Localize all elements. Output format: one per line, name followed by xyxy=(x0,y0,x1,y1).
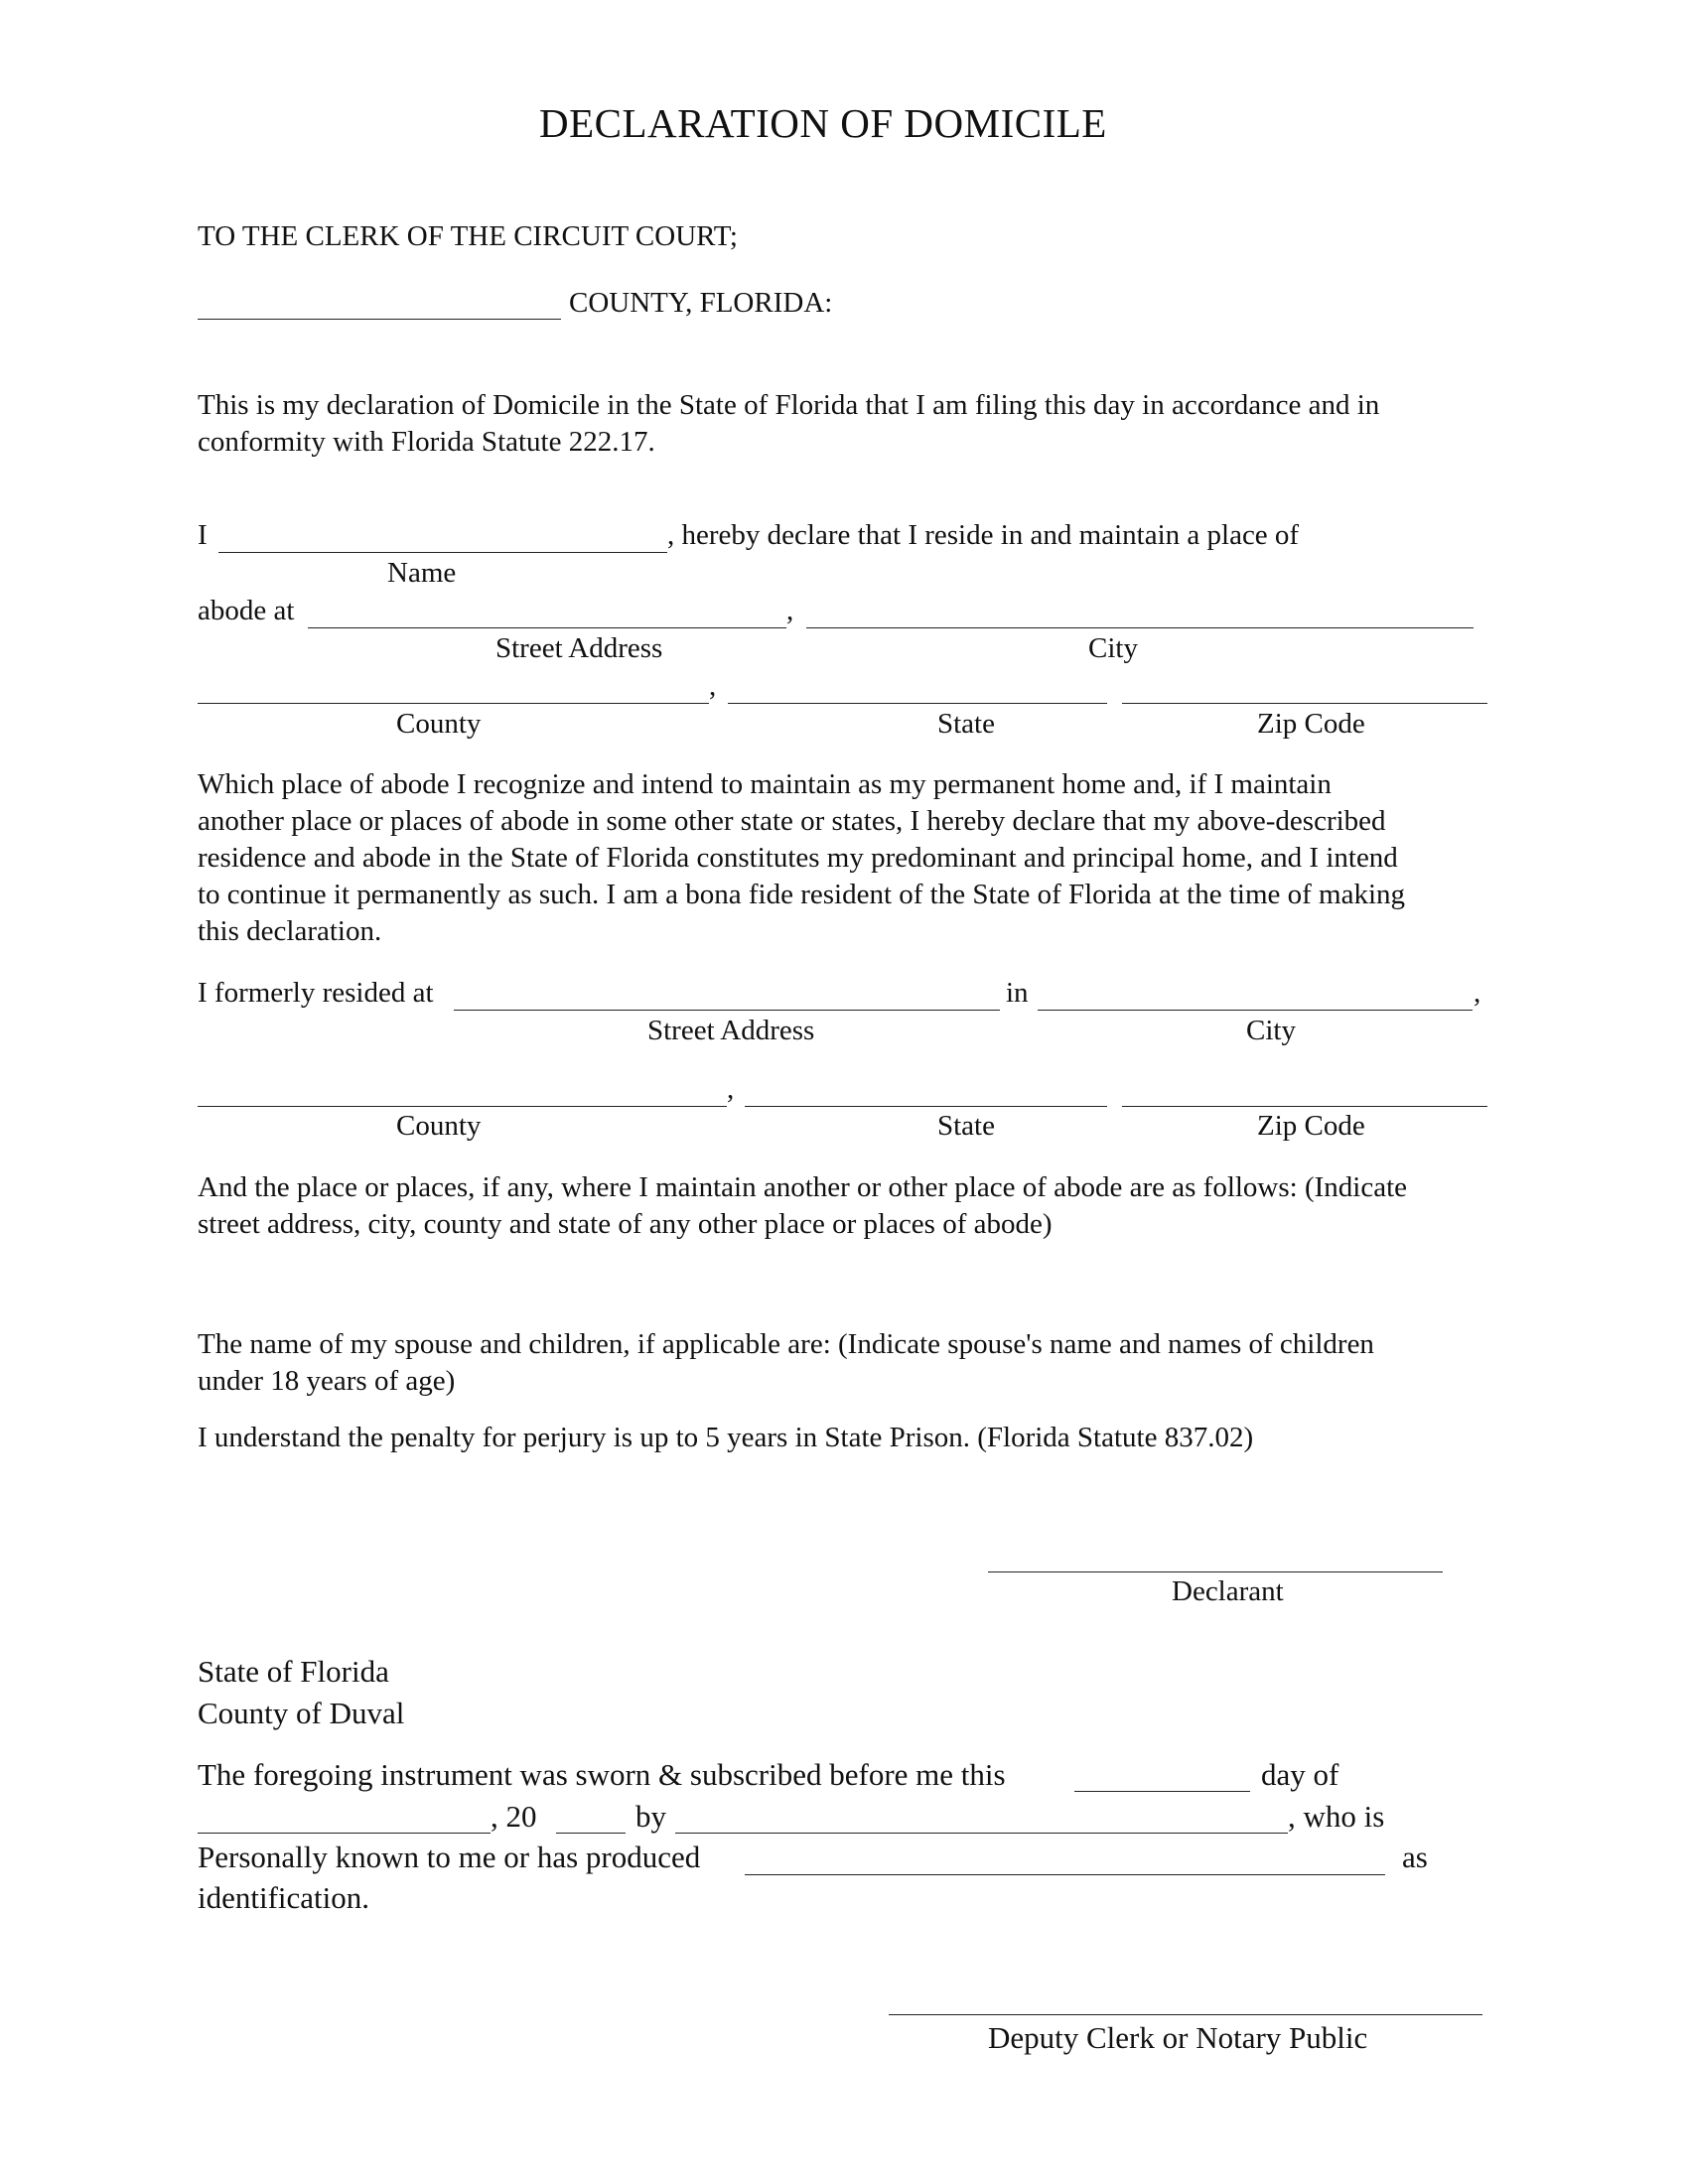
other-places-line: street address, city, county and state of any other place or places of abode) xyxy=(198,1208,1053,1240)
state-of-florida: State of Florida xyxy=(198,1654,389,1689)
comma: , xyxy=(727,1073,735,1105)
former-zip-code-label: Zip Code xyxy=(1257,1110,1365,1142)
county-blank-line[interactable] xyxy=(198,703,709,704)
month-blank-line[interactable] xyxy=(198,1833,491,1834)
notary-label: Deputy Clerk or Notary Public xyxy=(988,2020,1368,2055)
sworn-line1-a: The foregoing instrument was sworn & subscribed before me this xyxy=(198,1757,1006,1792)
identification-blank-line[interactable] xyxy=(745,1874,1385,1875)
page-title: DECLARATION OF DOMICILE xyxy=(539,100,1107,146)
spouse-line: under 18 years of age) xyxy=(198,1365,456,1397)
name-label: Name xyxy=(387,557,457,589)
former-county-label: County xyxy=(396,1110,482,1142)
zip-code-label: Zip Code xyxy=(1257,708,1365,740)
sworn-line3-a: Personally known to me or has produced xyxy=(198,1840,701,1874)
county-florida-heading: COUNTY, FLORIDA: xyxy=(569,287,833,319)
other-places-line: And the place or places, if any, where I maintain another or other place of abode are as follows: (Indicate xyxy=(198,1171,1408,1203)
former-prefix: I formerly resided at xyxy=(198,977,434,1009)
spouse-line: The name of my spouse and children, if applicable are: (Indicate spouse's name and names of children xyxy=(198,1328,1374,1360)
intro-line: This is my declaration of Domicile in the State of Florida that I am filing this day in accordance and in xyxy=(198,389,1380,421)
city-blank-line[interactable] xyxy=(806,627,1474,628)
by-name-blank-line[interactable] xyxy=(675,1833,1288,1834)
former-street-blank-line[interactable] xyxy=(454,1010,1000,1011)
year-blank-line[interactable] xyxy=(556,1833,626,1834)
former-street-label: Street Address xyxy=(647,1015,815,1046)
comma: , xyxy=(1474,977,1481,1009)
name-blank-line[interactable] xyxy=(218,552,667,553)
former-in: in xyxy=(1006,977,1029,1009)
perjury-statement: I understand the penalty for perjury is up to 5 years in State Prison. (Florida Statute 837.02) xyxy=(198,1422,1254,1453)
intro-paragraph xyxy=(198,387,1488,461)
sworn-line3-b: as xyxy=(1402,1840,1428,1874)
abode-prefix: abode at xyxy=(198,595,295,626)
sworn-line2-b: by xyxy=(635,1799,666,1834)
city-label: City xyxy=(1088,632,1138,664)
day-blank-line[interactable] xyxy=(1074,1791,1250,1792)
county-of-duval: County of Duval xyxy=(198,1696,405,1730)
recognize-line: this declaration. xyxy=(198,915,382,947)
recognize-line: to continue it permanently as such. I am a bona fide resident of the State of Florida at the time of making xyxy=(198,879,1406,910)
sworn-line2-a: , 20 xyxy=(491,1799,537,1834)
county-blank-line[interactable] xyxy=(198,319,561,320)
sworn-line1-b: day of xyxy=(1261,1757,1339,1792)
street-address-blank-line[interactable] xyxy=(308,627,786,628)
declarant-label: Declarant xyxy=(1172,1575,1284,1607)
declare-suffix: , hereby declare that I reside in and maintain a place of xyxy=(667,519,1300,551)
street-address-label: Street Address xyxy=(495,632,663,664)
former-zip-code-blank-line[interactable] xyxy=(1122,1106,1487,1107)
comma: , xyxy=(709,670,717,702)
spouse-paragraph xyxy=(198,1326,1488,1400)
sworn-line2-c: , who is xyxy=(1288,1799,1385,1834)
former-state-label: State xyxy=(937,1110,995,1142)
recognize-paragraph xyxy=(198,766,1488,950)
comma: , xyxy=(786,595,794,626)
declarant-signature-line[interactable] xyxy=(988,1571,1443,1572)
former-city-blank-line[interactable] xyxy=(1038,1010,1473,1011)
state-label: State xyxy=(937,708,995,740)
former-city-label: City xyxy=(1246,1015,1296,1046)
declare-prefix: I xyxy=(198,519,208,551)
other-places-paragraph xyxy=(198,1169,1488,1243)
recognize-line: Which place of abode I recognize and intend to maintain as my permanent home and, if I maintain xyxy=(198,768,1332,800)
zip-code-blank-line[interactable] xyxy=(1122,703,1487,704)
intro-line: conformity with Florida Statute 222.17. xyxy=(198,426,655,458)
recognize-line: residence and abode in the State of Florida constitutes my predominant and principal home, and I intend xyxy=(198,842,1398,874)
notary-signature-line[interactable] xyxy=(889,2014,1482,2015)
to-clerk-heading: TO THE CLERK OF THE CIRCUIT COURT; xyxy=(198,220,738,252)
former-state-blank-line[interactable] xyxy=(745,1106,1107,1107)
state-blank-line[interactable] xyxy=(728,703,1107,704)
sworn-line4: identification. xyxy=(198,1880,370,1915)
recognize-line: another place or places of abode in some other state or states, I hereby declare that my above-described xyxy=(198,805,1386,837)
former-county-blank-line[interactable] xyxy=(198,1106,727,1107)
county-label: County xyxy=(396,708,482,740)
